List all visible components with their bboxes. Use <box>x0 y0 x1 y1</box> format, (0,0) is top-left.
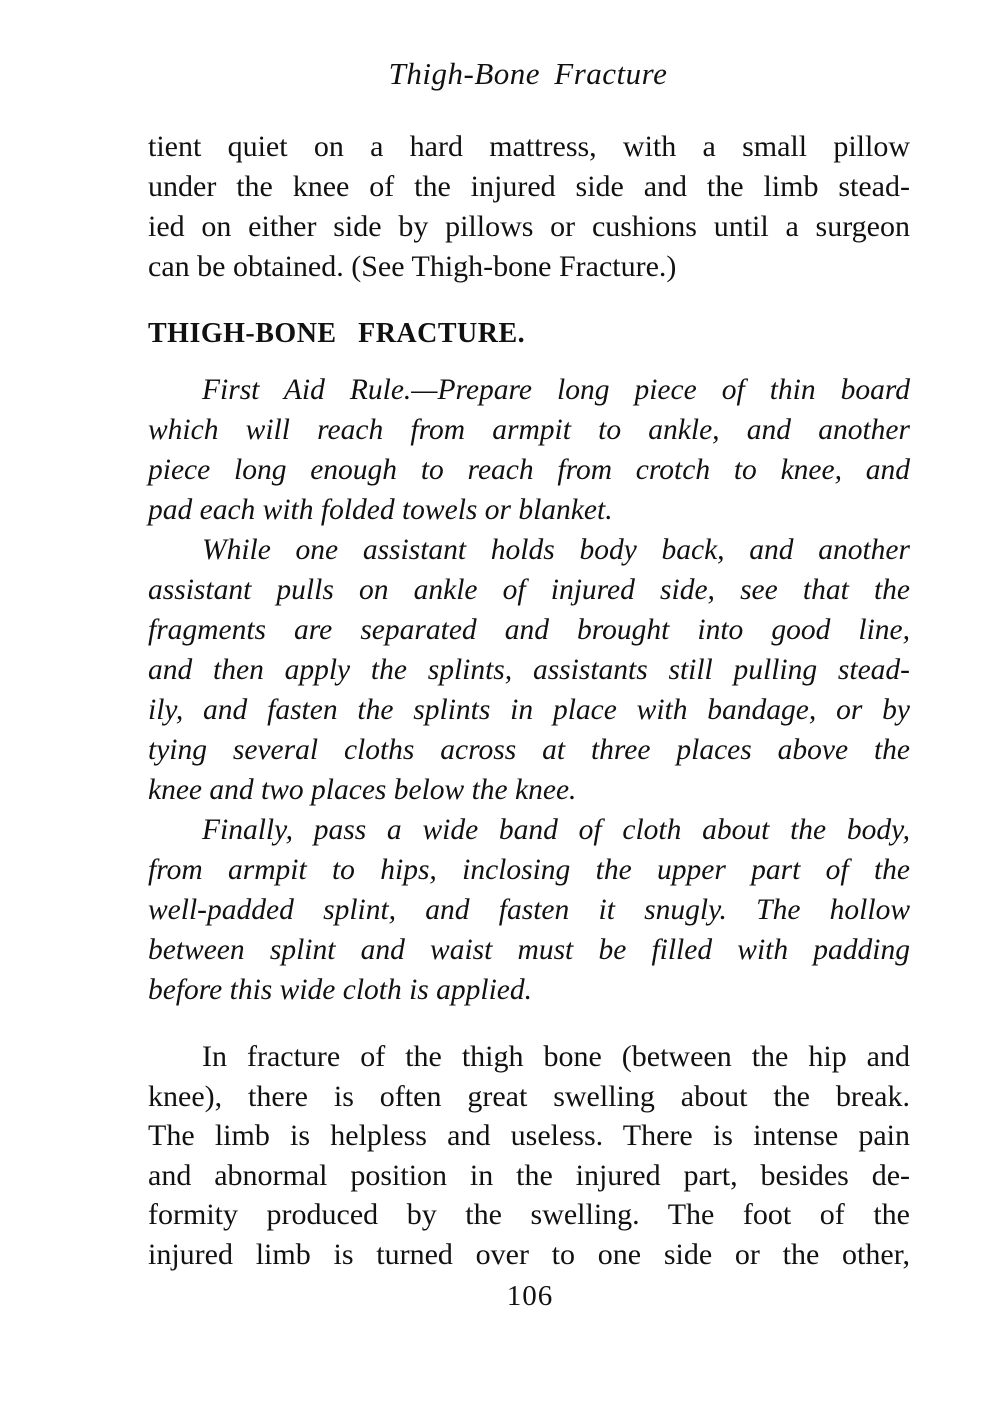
running-head: Thigh-Bone Fracture <box>388 56 668 91</box>
text-line: between splint and waist must be filled with padding <box>148 934 910 966</box>
text-line: and abnormal position in the injured part, besides de- <box>148 1158 910 1192</box>
rule-paragraph <box>148 530 910 810</box>
text-line: from armpit to hips, inclosing the upper part of the <box>148 854 910 886</box>
text-line: can be obtained. (See Thigh-bone Fracture.) <box>148 250 677 283</box>
text-line: injured limb is turned over to one side or the other, <box>148 1237 910 1271</box>
text-line: In fracture of the thigh bone (between the hip and <box>202 1040 910 1073</box>
text-line: and then apply the splints, assistants still pulling stead- <box>148 654 910 686</box>
intro-paragraph <box>148 127 910 287</box>
text-line: tying several cloths across at three places above the <box>148 734 910 766</box>
text-line: Finally, pass a wide band of cloth about the body, <box>202 814 910 846</box>
text-line: assistant pulls on ankle of injured side, see that the <box>148 574 910 606</box>
page-number: 106 <box>506 1280 554 1312</box>
text-line: formity produced by the swelling. The foot of the <box>148 1198 910 1231</box>
text-line: First Aid Rule.—Prepare long piece of thin board <box>202 374 910 406</box>
text-line: which will reach from armpit to ankle, and another <box>148 414 910 446</box>
rule-paragraph <box>148 810 910 1010</box>
text-line: ied on either side by pillows or cushions until a surgeon <box>148 210 910 243</box>
text-line: knee), there is often great swelling about the break. <box>148 1079 910 1113</box>
text-line: pad each with folded towels or blanket. <box>148 494 613 526</box>
text-line: While one assistant holds body back, and another <box>202 534 910 566</box>
text-line: ily, and fasten the splints in place with bandage, or by <box>148 694 910 726</box>
text-line: well-padded splint, and fasten it snugly. The hollow <box>148 894 910 926</box>
text-line: piece long enough to reach from crotch to knee, and <box>148 454 910 486</box>
text-line: knee and two places below the knee. <box>148 774 577 806</box>
text-line: fragments are separated and brought into good line, <box>148 614 910 646</box>
section-heading: THIGH-BONE FRACTURE. <box>148 318 526 349</box>
rule-paragraph <box>148 370 910 530</box>
body-paragraph <box>148 1037 910 1274</box>
text-line: under the knee of the injured side and the limb stead- <box>148 170 910 203</box>
text-line: before this wide cloth is applied. <box>148 974 533 1006</box>
text-line: tient quiet on a hard mattress, with a small pillow <box>148 130 910 163</box>
text-line: The limb is helpless and useless. There is intense pain <box>148 1119 910 1152</box>
first-aid-rule <box>148 370 910 1010</box>
